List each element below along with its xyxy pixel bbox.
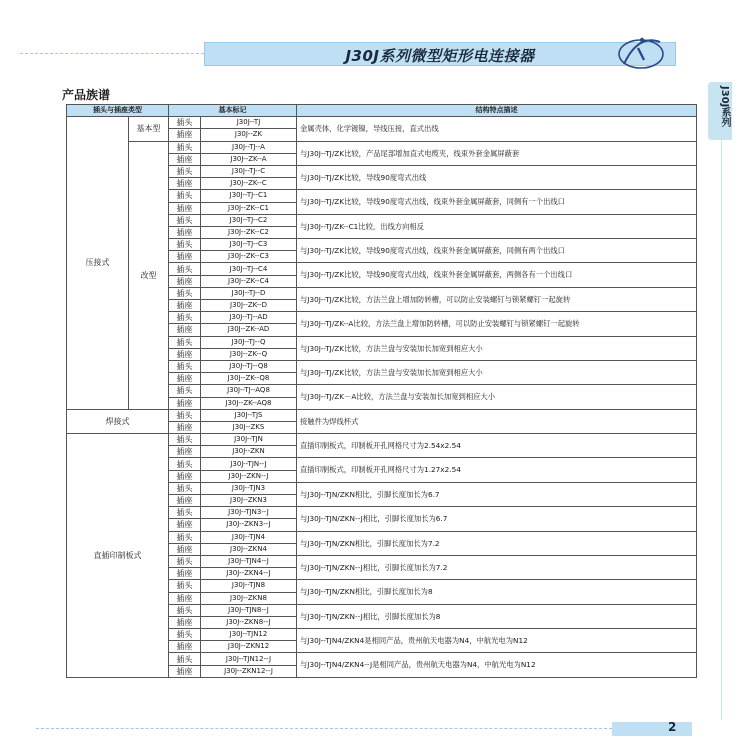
plug-socket-cell: 插头 bbox=[169, 190, 201, 202]
part-number-cell: J30J--ZKN4--J bbox=[201, 568, 297, 580]
plug-socket-cell: 插头 bbox=[169, 141, 201, 153]
plug-socket-cell: 插座 bbox=[169, 251, 201, 263]
part-number-cell: J30J--ZK--C3 bbox=[201, 251, 297, 263]
description-cell: 与J30J--TJ/ZK比较，方法兰盘与安装加长加宽到相应大小 bbox=[297, 360, 697, 384]
plug-socket-cell: 插头 bbox=[169, 580, 201, 592]
part-number-cell: J30J--TJN--J bbox=[201, 458, 297, 470]
part-number-cell: J30J--TJ--C3 bbox=[201, 239, 297, 251]
plug-socket-cell: 插头 bbox=[169, 287, 201, 299]
part-number-cell: J30J--TJ--A bbox=[201, 141, 297, 153]
plug-socket-cell: 插头 bbox=[169, 531, 201, 543]
description-cell: 直插印制板式，印制板开孔网格尺寸为2.54x2.54 bbox=[297, 434, 697, 458]
plug-socket-cell: 插头 bbox=[169, 458, 201, 470]
part-number-cell: J30J--ZKN bbox=[201, 446, 297, 458]
part-number-cell: J30J--ZKN12 bbox=[201, 641, 297, 653]
plug-socket-cell: 插头 bbox=[169, 653, 201, 665]
plug-socket-cell: 插头 bbox=[169, 117, 201, 129]
plug-socket-cell: 插座 bbox=[169, 397, 201, 409]
part-number-cell: J30J--TJS bbox=[201, 409, 297, 421]
part-number-cell: J30J--ZK--Q bbox=[201, 348, 297, 360]
plug-socket-cell: 插座 bbox=[169, 665, 201, 677]
footer-divider-line bbox=[36, 728, 612, 729]
part-number-cell: J30J--ZKN8--J bbox=[201, 616, 297, 628]
plug-socket-cell: 插头 bbox=[169, 482, 201, 494]
plug-socket-cell: 插头 bbox=[169, 629, 201, 641]
product-family-table bbox=[66, 104, 697, 678]
description-cell: 与J30J--TJN/ZKN相比，引脚长度加长为6.7 bbox=[297, 482, 697, 506]
part-number-cell: J30J--ZK--AQ8 bbox=[201, 397, 297, 409]
part-number-cell: J30J--TJ--Q8 bbox=[201, 360, 297, 372]
connector-subtype-cell: 改型 bbox=[129, 141, 169, 409]
plug-socket-cell: 插头 bbox=[169, 434, 201, 446]
side-divider-line bbox=[721, 140, 722, 720]
plug-socket-cell: 插座 bbox=[169, 543, 201, 555]
company-logo-icon bbox=[614, 30, 668, 74]
description-cell: 与J30J--TJ/ZK比较，导线90度弯式出线，线束外套金属屏蔽套，两侧各有一个出线口 bbox=[297, 263, 697, 287]
plug-socket-cell: 插座 bbox=[169, 470, 201, 482]
description-cell: 与J30J--TJN/ZKN--J相比，引脚长度加长为6.7 bbox=[297, 507, 697, 531]
plug-socket-cell: 插头 bbox=[169, 360, 201, 372]
column-header: 插头与插座类型 bbox=[67, 105, 169, 117]
table-row bbox=[67, 141, 697, 153]
description-cell: 与J30J--TJ/ZK比较，方法兰盘上增加防转槽，可以防止安装螺钉与锁紧螺钉一起旋转 bbox=[297, 287, 697, 311]
part-number-cell: J30J--TJ--C4 bbox=[201, 263, 297, 275]
page-title: J30J系列微型矩形电连接器 bbox=[345, 47, 535, 65]
connector-subtype-cell: 基本型 bbox=[129, 117, 169, 141]
description-cell: 直插印制板式，印制板开孔网格尺寸为1.27x2.54 bbox=[297, 458, 697, 482]
part-number-cell: J30J--ZK--C1 bbox=[201, 202, 297, 214]
header-banner bbox=[204, 42, 676, 66]
plug-socket-cell: 插座 bbox=[169, 202, 201, 214]
description-cell: 与J30J--TJ/ZK--A比较，方法兰盘上增加防转槽，可以防止安装螺钉与锁紧螺钉一起旋转 bbox=[297, 312, 697, 336]
connector-type-cell: 直插印制板式 bbox=[67, 434, 169, 678]
page-number: 2 bbox=[668, 720, 677, 734]
part-number-cell: J30J--TJ--AD bbox=[201, 312, 297, 324]
part-number-cell: J30J--TJ--C2 bbox=[201, 214, 297, 226]
plug-socket-cell: 插头 bbox=[169, 312, 201, 324]
table-body bbox=[67, 117, 697, 678]
part-number-cell: J30J--ZK--C2 bbox=[201, 226, 297, 238]
table-row bbox=[67, 434, 697, 446]
part-number-cell: J30J--ZKS bbox=[201, 421, 297, 433]
side-tab bbox=[708, 82, 732, 140]
plug-socket-cell: 插头 bbox=[169, 239, 201, 251]
description-cell: 与J30J--TJ/ZK--C1比较，出线方向相反 bbox=[297, 214, 697, 238]
plug-socket-cell: 插座 bbox=[169, 226, 201, 238]
part-number-cell: J30J--ZK--C4 bbox=[201, 275, 297, 287]
plug-socket-cell: 插座 bbox=[169, 300, 201, 312]
part-number-cell: J30J--ZKN3 bbox=[201, 495, 297, 507]
plug-socket-cell: 插座 bbox=[169, 568, 201, 580]
plug-socket-cell: 插座 bbox=[169, 178, 201, 190]
side-tab-label: J30J系列 bbox=[719, 86, 730, 128]
plug-socket-cell: 插头 bbox=[169, 214, 201, 226]
plug-socket-cell: 插座 bbox=[169, 616, 201, 628]
part-number-cell: J30J--TJN4--J bbox=[201, 555, 297, 567]
plug-socket-cell: 插座 bbox=[169, 446, 201, 458]
description-cell: 与J30J--TJ/ZK－A比较，方法兰盘与安装加长加宽到相应大小 bbox=[297, 385, 697, 409]
description-cell: 与J30J--TJN/ZKN--J相比，引脚长度加长为8 bbox=[297, 604, 697, 628]
part-number-cell: J30J--ZKN3--J bbox=[201, 519, 297, 531]
plug-socket-cell: 插座 bbox=[169, 275, 201, 287]
connector-type-cell: 压接式 bbox=[67, 117, 129, 410]
header-divider-line bbox=[20, 53, 204, 54]
part-number-cell: J30J--TJN12 bbox=[201, 629, 297, 641]
description-cell: 接触件为焊线杯式 bbox=[297, 409, 697, 433]
plug-socket-cell: 插头 bbox=[169, 336, 201, 348]
footer-banner bbox=[612, 722, 692, 736]
part-number-cell: J30J--TJ--C1 bbox=[201, 190, 297, 202]
part-number-cell: J30J--ZKN--J bbox=[201, 470, 297, 482]
description-cell: 与J30J--TJ/ZK比较，方法兰盘与安装加长加宽到相应大小 bbox=[297, 336, 697, 360]
plug-socket-cell: 插座 bbox=[169, 519, 201, 531]
plug-socket-cell: 插座 bbox=[169, 348, 201, 360]
part-number-cell: J30J--ZKN12--J bbox=[201, 665, 297, 677]
description-cell: 与J30J--TJN4/ZKN4是相同产品，贵州航天电器为N4，中航光电为N12 bbox=[297, 629, 697, 653]
part-number-cell: J30J--TJ--C bbox=[201, 165, 297, 177]
plug-socket-cell: 插头 bbox=[169, 385, 201, 397]
plug-socket-cell: 插头 bbox=[169, 409, 201, 421]
part-number-cell: J30J--ZK--A bbox=[201, 153, 297, 165]
plug-socket-cell: 插座 bbox=[169, 324, 201, 336]
description-cell: 与J30J--TJN/ZKN相比，引脚长度加长为7.2 bbox=[297, 531, 697, 555]
part-number-cell: J30J--ZK--C bbox=[201, 178, 297, 190]
part-number-cell: J30J--TJN8--J bbox=[201, 604, 297, 616]
plug-socket-cell: 插座 bbox=[169, 421, 201, 433]
plug-socket-cell: 插座 bbox=[169, 641, 201, 653]
part-number-cell: J30J--ZK--D bbox=[201, 300, 297, 312]
description-cell: 与J30J--TJN/ZKN--J相比，引脚长度加长为7.2 bbox=[297, 555, 697, 579]
part-number-cell: J30J--TJN3 bbox=[201, 482, 297, 494]
plug-socket-cell: 插座 bbox=[169, 129, 201, 141]
description-cell: 与J30J--TJ/ZK比较，导线90度弯式出线 bbox=[297, 165, 697, 189]
connector-type-cell: 焊接式 bbox=[67, 409, 169, 433]
part-number-cell: J30J--TJN4 bbox=[201, 531, 297, 543]
plug-socket-cell: 插头 bbox=[169, 507, 201, 519]
description-cell: 与J30J--TJ/ZK比较，产品尾部增加直式电缆夹，线束外套金属屏蔽套 bbox=[297, 141, 697, 165]
part-number-cell: J30J--TJ--AQ8 bbox=[201, 385, 297, 397]
part-number-cell: J30J--TJ--Q bbox=[201, 336, 297, 348]
part-number-cell: J30J--ZK--AD bbox=[201, 324, 297, 336]
description-cell: 与J30J--TJN/ZKN相比，引脚长度加长为8 bbox=[297, 580, 697, 604]
part-number-cell: J30J--ZKN8 bbox=[201, 592, 297, 604]
table-header-row bbox=[67, 105, 697, 117]
part-number-cell: J30J--ZK bbox=[201, 129, 297, 141]
plug-socket-cell: 插头 bbox=[169, 263, 201, 275]
table-row bbox=[67, 117, 697, 129]
part-number-cell: J30J--TJN3--J bbox=[201, 507, 297, 519]
column-header: 基本标记 bbox=[169, 105, 297, 117]
part-number-cell: J30J--TJN8 bbox=[201, 580, 297, 592]
column-header: 结构特点描述 bbox=[297, 105, 697, 117]
plug-socket-cell: 插头 bbox=[169, 604, 201, 616]
part-number-cell: J30J--TJN12--J bbox=[201, 653, 297, 665]
description-cell: 与J30J--TJN4/ZKN4--J是相同产品，贵州航天电器为N4，中航光电为N12 bbox=[297, 653, 697, 677]
section-title: 产品族谱 bbox=[62, 88, 111, 102]
part-number-cell: J30J--TJ--D bbox=[201, 287, 297, 299]
plug-socket-cell: 插座 bbox=[169, 495, 201, 507]
part-number-cell: J30J--TJN bbox=[201, 434, 297, 446]
description-cell: 与J30J--TJ/ZK比较，导线90度弯式出线，线束外套金属屏蔽套，同侧有一个出线口 bbox=[297, 190, 697, 214]
part-number-cell: J30J--ZK--Q8 bbox=[201, 373, 297, 385]
description-cell: 金属壳体，化学镀镍，导线压接，直式出线 bbox=[297, 117, 697, 141]
plug-socket-cell: 插座 bbox=[169, 592, 201, 604]
plug-socket-cell: 插头 bbox=[169, 165, 201, 177]
description-cell: 与J30J--TJ/ZK比较，导线90度弯式出线，线束外套金属屏蔽套，同侧有两个出线口 bbox=[297, 239, 697, 263]
plug-socket-cell: 插头 bbox=[169, 555, 201, 567]
table-row bbox=[67, 409, 697, 421]
part-number-cell: J30J--TJ bbox=[201, 117, 297, 129]
plug-socket-cell: 插座 bbox=[169, 153, 201, 165]
part-number-cell: J30J--ZKN4 bbox=[201, 543, 297, 555]
plug-socket-cell: 插座 bbox=[169, 373, 201, 385]
